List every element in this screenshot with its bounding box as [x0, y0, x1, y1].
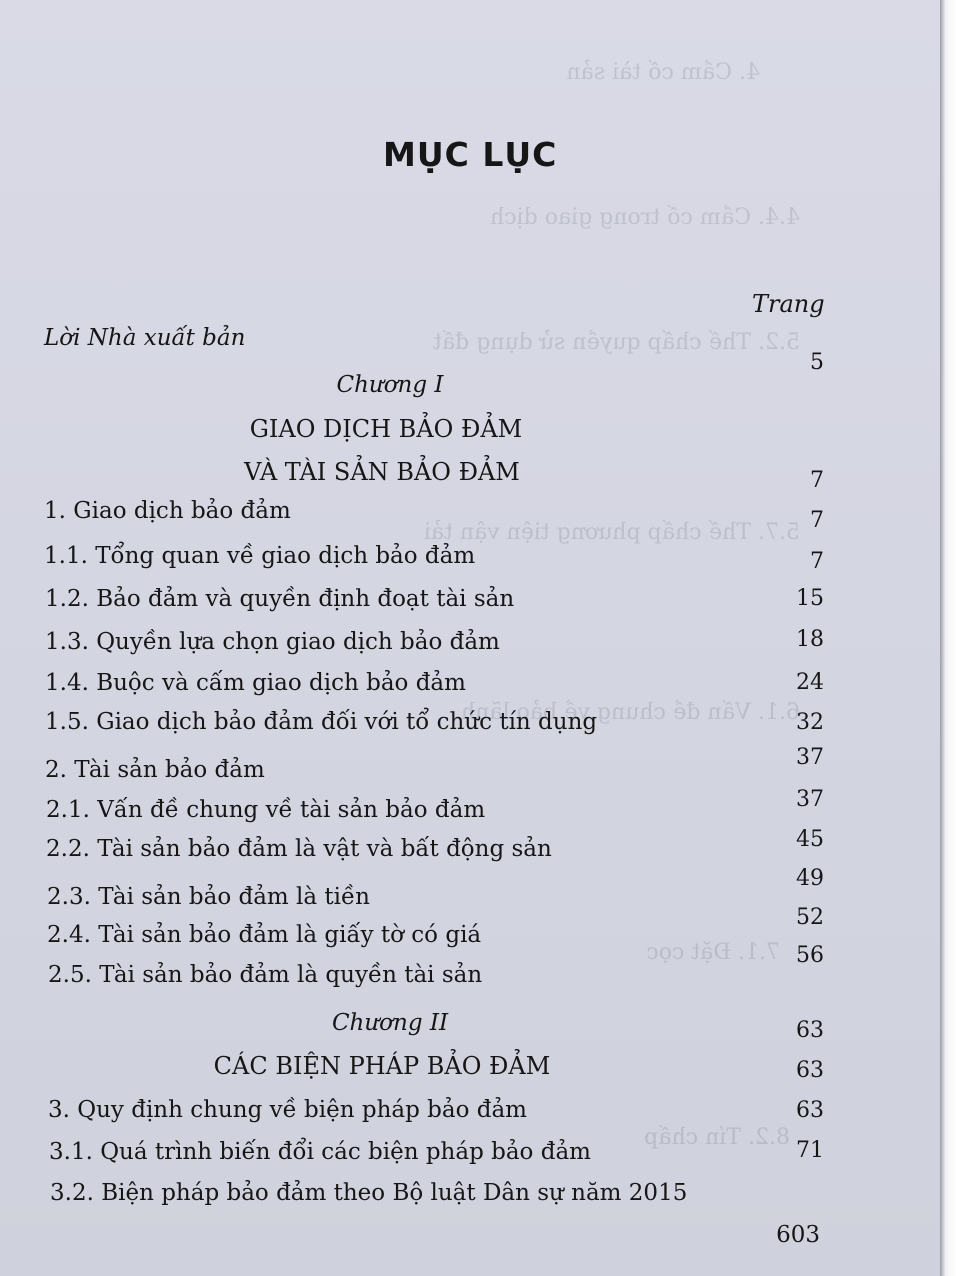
chapter1-page: 7 [810, 468, 824, 493]
publisher-note-entry: Lời Nhà xuất bản [44, 325, 246, 351]
toc-entry-page: 15 [796, 586, 824, 611]
bleed-through-text: 5.2. Thế chấp quyền sử dụng đất [432, 330, 800, 355]
toc-entry: 3. Quy định chung về biện pháp bảo đảm [48, 1097, 527, 1123]
toc-entry: 2.2. Tài sản bảo đảm là vật và bất động sản [46, 836, 552, 862]
toc-entry-page: 63 [796, 1098, 824, 1123]
publisher-note-page: 5 [810, 350, 824, 375]
toc-entry: 2.5. Tài sản bảo đảm là quyền tài sản [48, 962, 483, 988]
bleed-through-text: 4. Cầm cố tài sản [566, 60, 760, 85]
chapter1-label: Chương I [336, 372, 444, 398]
bleed-through-text: 7.1. Đặt cọc [646, 940, 780, 965]
page-number: 603 [776, 1222, 820, 1248]
bleed-through-text: 5.7. Thế chấp phương tiện vận tải [423, 520, 800, 545]
toc-entry-page: 24 [796, 670, 824, 695]
toc-entry-page: 45 [796, 827, 824, 852]
toc-entry-page: 52 [796, 905, 824, 930]
toc-entry-page: 18 [796, 627, 824, 652]
bleed-through-text: 8.2. Tín chấp [644, 1125, 790, 1150]
toc-entry: 1.2. Bảo đảm và quyền định đoạt tài sản [45, 586, 515, 612]
bleed-through-text: 4.4. Cầm cố trong giao dịch [490, 205, 800, 230]
toc-entry: 1.3. Quyền lựa chọn giao dịch bảo đảm [45, 629, 500, 655]
toc-entry-page: 49 [796, 866, 824, 891]
toc-entry: 2.1. Vấn đề chung về tài sản bảo đảm [46, 797, 486, 823]
toc-entry: 1.5. Giao dịch bảo đảm đối với tổ chức tín dụng [45, 709, 598, 735]
toc-entry: 1. Giao dịch bảo đảm [44, 498, 291, 524]
toc-entry: 2.3. Tài sản bảo đảm là tiền [47, 884, 370, 910]
toc-entry: 3.1. Quá trình biến đổi các biện pháp bảo đảm [49, 1139, 591, 1165]
toc-entry-page: 7 [810, 508, 824, 533]
page-edge [940, 0, 956, 1276]
toc-entry-page: 7 [810, 549, 824, 574]
bleed-through-text: 6.1. Vấn đề chung về bảo lãnh [461, 700, 800, 725]
toc-entry: 1.4. Buộc và cấm giao dịch bảo đảm [45, 670, 466, 696]
chapter2-title: CÁC BIỆN PHÁP BẢO ĐẢM [213, 1052, 551, 1080]
toc-entry: 2.4. Tài sản bảo đảm là giấy tờ có giá [47, 922, 482, 948]
chapter2-label: Chương II [331, 1010, 449, 1036]
toc-entry-page: 32 [796, 710, 824, 735]
trang-label: Trang [752, 290, 825, 318]
chapter1-title-line2: VÀ TÀI SẢN BẢO ĐẢM [244, 458, 520, 486]
toc-entry-page: 37 [796, 745, 824, 770]
toc-entry: 2. Tài sản bảo đảm [45, 757, 265, 783]
toc-entry: 1.1. Tổng quan về giao dịch bảo đảm [44, 543, 476, 569]
chapter2-title-page: 63 [796, 1058, 824, 1083]
chapter1-title-line1: GIAO DỊCH BẢO ĐẢM [249, 415, 523, 443]
page-title: MỤC LỤC [383, 135, 558, 174]
toc-entry-page: 37 [796, 787, 824, 812]
toc-entry-page: 71 [796, 1138, 824, 1163]
chapter2-label-page: 63 [796, 1018, 824, 1043]
toc-entry-page: 56 [796, 943, 824, 968]
toc-entry: 3.2. Biện pháp bảo đảm theo Bộ luật Dân sự năm 2015 [50, 1180, 688, 1206]
